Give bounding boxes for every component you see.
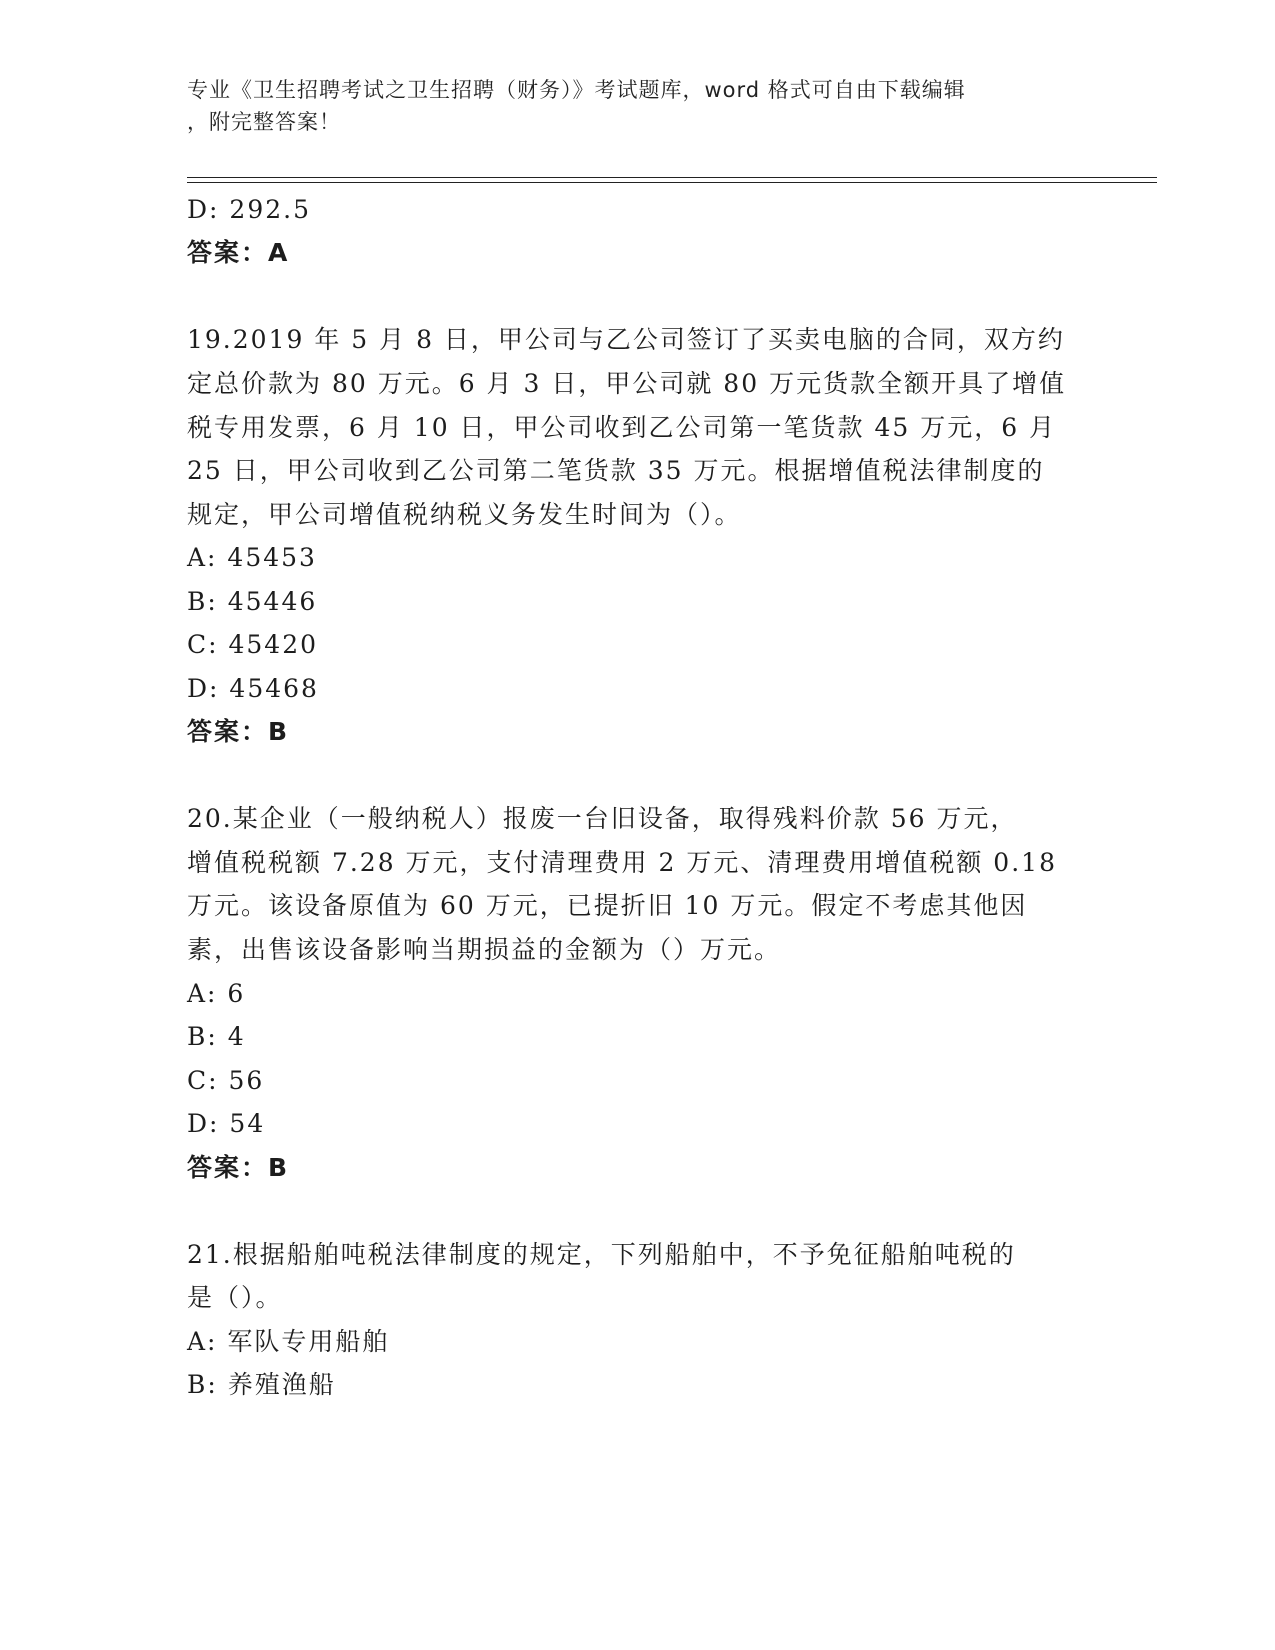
q20-line-3: 万元。该设备原值为 60 万元，已提折旧 10 万元。假定不考虑其他因	[187, 891, 1028, 920]
q21-option-a: A: 军队专用船舶	[187, 1327, 390, 1356]
q20-option-a: A: 6	[187, 979, 246, 1008]
q19-option-c: C: 45420	[187, 630, 319, 659]
q20-option-d: D: 54	[187, 1109, 266, 1138]
q21-line-2: 是（）。	[187, 1283, 283, 1312]
q20-answer: 答案：B	[187, 1153, 290, 1182]
q19-line-1: 19.2019 年 5 月 8 日，甲公司与乙公司签订了买卖电脑的合同，双方约	[187, 325, 1065, 354]
q20-line-1: 20.某企业（一般纳税人）报废一台旧设备，取得残料价款 56 万元，	[187, 804, 1018, 833]
q19-answer: 答案：B	[187, 717, 290, 746]
q20-line-2: 增值税税额 7.28 万元，支付清理费用 2 万元、清理费用增值税额 0.18	[187, 848, 1057, 877]
q19-option-d: D: 45468	[187, 674, 319, 703]
header-rule-bottom	[187, 182, 1157, 183]
q20-line-4: 素，出售该设备影响当期损益的金额为（）万元。	[187, 935, 782, 964]
q19-line-3: 税专用发票，6 月 10 日，甲公司收到乙公司第一笔货款 45 万元，6 月	[187, 413, 1057, 442]
document-header	[187, 74, 1087, 138]
q21-option-b: B: 养殖渔船	[187, 1370, 336, 1399]
q20-option-b: B: 4	[187, 1022, 246, 1051]
q19-line-4: 25 日，甲公司收到乙公司第二笔货款 35 万元。根据增值税法律制度的	[187, 456, 1045, 485]
header-line-1: 专业《卫生招聘考试之卫生招聘（财务）》考试题库，word 格式可自由下载编辑	[187, 78, 966, 102]
q19-option-b: B: 45446	[187, 587, 318, 616]
q20-option-c: C: 56	[187, 1066, 265, 1095]
q21-line-1: 21.根据船舶吨税法律制度的规定，下列船舶中，不予免征船舶吨税的	[187, 1240, 1016, 1269]
header-line-2: ，附完整答案！	[187, 110, 341, 134]
prev-option-d: D: 292.5	[187, 195, 311, 224]
q19-line-5: 规定，甲公司增值税纳税义务发生时间为（）。	[187, 500, 742, 529]
prev-answer: 答案：A	[187, 238, 290, 267]
q19-option-a: A: 45453	[187, 543, 317, 572]
q19-line-2: 定总价款为 80 万元。6 月 3 日，甲公司就 80 万元货款全额开具了增值	[187, 369, 1067, 398]
header-rule-top	[187, 177, 1157, 178]
